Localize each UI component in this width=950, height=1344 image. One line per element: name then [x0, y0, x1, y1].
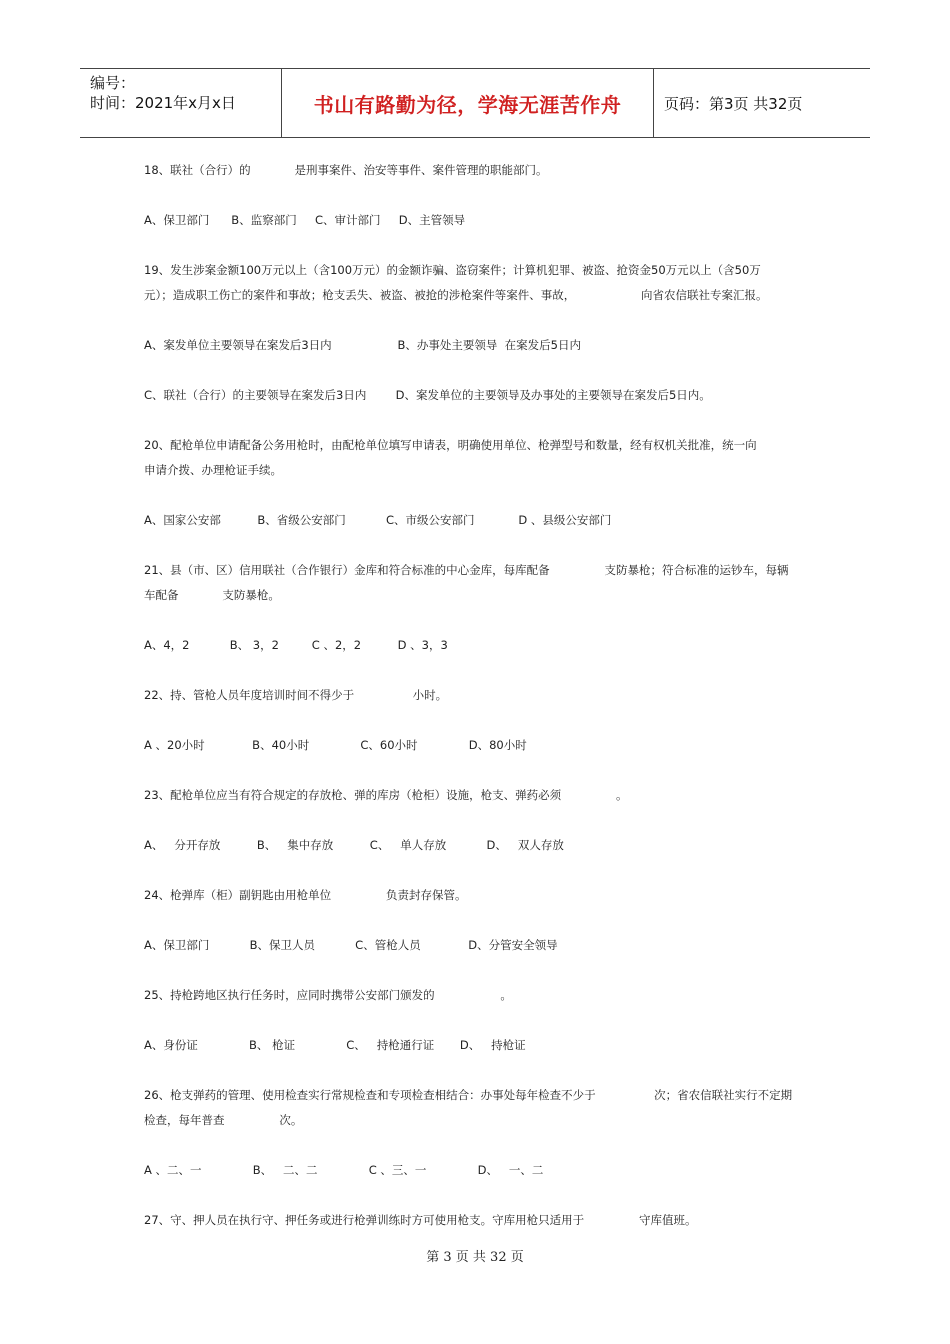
text-line: 25、持枪跨地区执行任务时，应同时携带公安部门颁发的 。 [144, 988, 512, 1002]
paragraph-gap [144, 533, 808, 558]
document-number-label: 编号： [90, 74, 136, 92]
text-line: 18、联社（合行）的 是刑事案件、治安等事件、案件管理的职能部门。 [144, 163, 548, 177]
text-line: 19、发生涉案金额100万元以上（含100万元）的金额诈骗、盗窃案件；计算机犯罪、被盗、抢资金50万元以上（含50万 [144, 263, 761, 277]
header-page-cell [654, 69, 870, 137]
text-line: A、 分开存放 B、 集中存放 C、 单人存放 D、 双人存放 [144, 838, 564, 852]
text-line: 22、持、管枪人员年度培训时间不得少于 小时。 [144, 688, 448, 702]
text-line: A、保卫部门 B、监察部门 C、审计部门 D、主管领导 [144, 213, 466, 227]
text-line: C、联社（合行）的主要领导在案发后3日内 D、案发单位的主要领导及办事处的主要领导在案发后5日内。 [144, 388, 711, 402]
text-line: A、4，2 B、 3，2 C 、2，2 D 、3，3 [144, 638, 448, 652]
page-header [80, 68, 870, 138]
text-line: 车配备 支防暴枪。 [144, 588, 280, 602]
paragraph-gap [144, 658, 808, 683]
paragraph-gap [144, 1183, 808, 1208]
paragraph-gap [144, 608, 808, 633]
header-page-number: 页码：第3页 共32页 [664, 94, 803, 113]
paragraph-gap [144, 758, 808, 783]
paragraph-gap [144, 233, 808, 258]
text-line: A、保卫部门 B、保卫人员 C、管枪人员 D、分管安全领导 [144, 938, 558, 952]
header-motto: 书山有路勤为径，学海无涯苦作舟 [313, 92, 622, 117]
text-line: 24、枪弹库（柜）副钥匙由用枪单位 负责封存保管。 [144, 888, 467, 902]
text-line: 元）；造成职工伤亡的案件和事故；枪支丢失、被盗、被抢的涉枪案件等案件、事故， 向省农信联社专案汇报。 [144, 288, 768, 302]
paragraph-gap [144, 1008, 808, 1033]
text-line: A、案发单位主要领导在案发后3日内 B、办事处主要领导 在案发后5日内 [144, 338, 581, 352]
paragraph-gap [144, 858, 808, 883]
document-time-label: 时间：2021年x月x日 [90, 94, 236, 112]
paragraph-gap [144, 408, 808, 433]
paragraph-gap [144, 1058, 808, 1083]
paragraph-gap [144, 308, 808, 333]
paragraph-gap [144, 908, 808, 933]
document-body [144, 158, 808, 1233]
text-line: 23、配枪单位应当有符合规定的存放枪、弹的库房（枪柜）设施，枪支、弹药必须 。 [144, 788, 628, 802]
text-line: 27、守、押人员在执行守、押任务或进行枪弹训练时方可使用枪支。守库用枪只适用于 守库值班。 [144, 1213, 697, 1227]
paragraph-gap [144, 183, 808, 208]
paragraph-gap [144, 958, 808, 983]
text-line: A 、二、一 B、 二、二 C 、三、一 D、 一、二 [144, 1163, 544, 1177]
text-line: A、国家公安部 B、省级公安部门 C、市级公安部门 D 、县级公安部门 [144, 513, 612, 527]
text-line: A 、20小时 B、40小时 C、60小时 D、80小时 [144, 738, 527, 752]
page-footer: 第 3 页 共 32 页 [426, 1250, 524, 1265]
paragraph-gap [144, 1133, 808, 1158]
text-line: 20、配枪单位申请配备公务用枪时，由配枪单位填写申请表，明确使用单位、枪弹型号和数量，经有权机关批准，统一向 [144, 438, 757, 452]
paragraph-gap [144, 483, 808, 508]
header-motto-cell [282, 69, 654, 137]
header-meta-cell [80, 69, 282, 137]
text-line: 申请介拨、办理枪证手续。 [144, 463, 282, 477]
paragraph-gap [144, 708, 808, 733]
paragraph-gap [144, 358, 808, 383]
text-line: A、身份证 B、 枪证 C、 持枪通行证 D、 持枪证 [144, 1038, 526, 1052]
text-line: 检查，每年普查 次。 [144, 1113, 303, 1127]
text-line: 21、县（市、区）信用联社（合作银行）金库和符合标准的中心金库，每库配备 支防暴枪；符合标准的运钞车，每辆 [144, 563, 789, 577]
paragraph-gap [144, 808, 808, 833]
text-line: 26、枪支弹药的管理、使用检查实行常规检查和专项检查相结合：办事处每年检查不少于 次；省农信联社实行不定期 [144, 1088, 793, 1102]
